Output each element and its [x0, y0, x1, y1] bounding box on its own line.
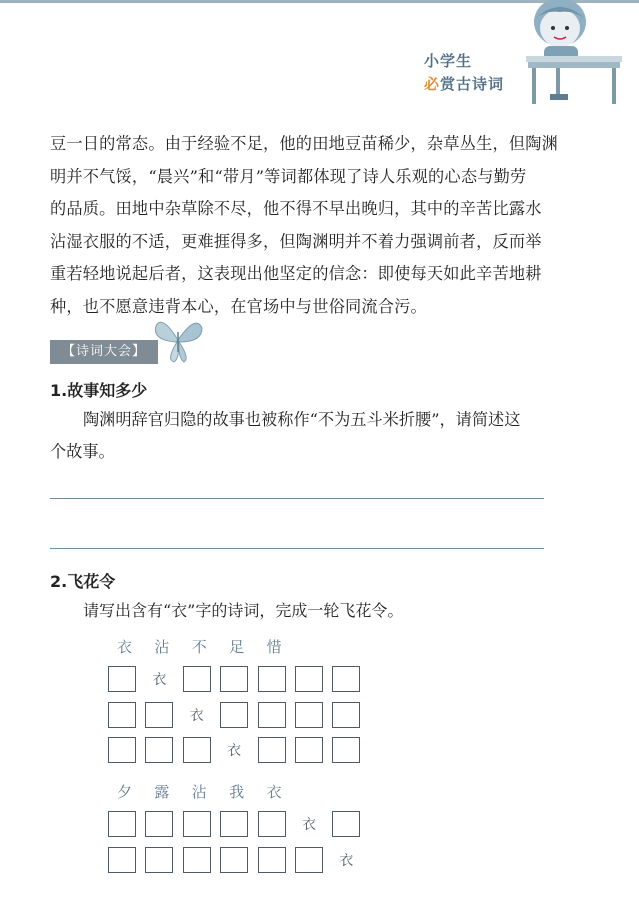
answer-line[interactable]	[50, 498, 544, 499]
given-char-cell: 衣	[227, 743, 242, 759]
answer-box[interactable]	[108, 666, 136, 692]
grid1-row	[108, 702, 360, 728]
question1-line-cont: 个故事。	[50, 442, 115, 461]
question1-text	[50, 404, 560, 468]
seed-char: 沾	[154, 638, 170, 656]
answer-box[interactable]	[145, 847, 173, 873]
seed-char: 沾	[191, 783, 207, 801]
answer-box[interactable]	[295, 666, 323, 692]
given-char-cell: 衣	[301, 817, 316, 833]
answer-box[interactable]	[145, 702, 173, 728]
answer-box[interactable]	[220, 666, 248, 692]
seed-char: 我	[229, 783, 245, 801]
question1-line: 陶渊明辞官归隐的故事也被称作“不为五斗米折腰”，请简述这	[83, 410, 521, 429]
seed-char: 惜	[266, 638, 282, 656]
paragraph-line: 豆一日的常态。由于经验不足，他的田地豆苗稀少，杂草丛生，但陶渊	[50, 134, 559, 153]
answer-box[interactable]	[145, 811, 173, 837]
question1-heading: 1.故事知多少	[50, 381, 148, 400]
grid1-row	[108, 737, 360, 763]
seed-char: 衣	[266, 783, 282, 801]
answer-box[interactable]	[332, 811, 360, 837]
answer-box[interactable]	[108, 702, 136, 728]
section-badge: 【诗词大会】	[50, 340, 158, 364]
paragraph-line: 重若轻地说起后者，这表现出他坚定的信念：即使每天如此辛苦地耕	[50, 264, 542, 283]
butterfly-icon	[152, 312, 204, 364]
answer-box[interactable]	[332, 702, 360, 728]
answer-box[interactable]	[295, 737, 323, 763]
series-title-accent: 必	[424, 75, 441, 93]
answer-box[interactable]	[108, 811, 136, 837]
student-mascot-icon	[520, 0, 630, 108]
answer-box[interactable]	[220, 702, 248, 728]
answer-box[interactable]	[108, 847, 136, 873]
answer-box[interactable]	[258, 847, 286, 873]
series-title-line1: 小学生	[424, 52, 473, 70]
seed-char: 露	[154, 783, 170, 801]
grid2-row	[108, 847, 360, 873]
book-series-title	[424, 50, 534, 94]
answer-box[interactable]	[108, 737, 136, 763]
answer-box[interactable]	[183, 666, 211, 692]
paragraph-line: 的品质。田地中杂草除不尽，他不得不早出晚归，其中的辛苦比露水	[50, 199, 542, 218]
grid2-row	[108, 811, 360, 837]
answer-box[interactable]	[295, 702, 323, 728]
paragraph-line: 种，也不愿意违背本心，在官场中与世俗同流合污。	[50, 296, 427, 316]
given-char-cell: 衣	[189, 707, 204, 724]
series-title-rest: 赏古诗词	[440, 75, 505, 93]
paragraph-line: 明并不气馁，“晨兴”和“带月”等词都体现了诗人乐观的心态与勤劳	[50, 166, 527, 186]
answer-box[interactable]	[332, 666, 360, 692]
grid1-row	[108, 666, 360, 692]
seed-char: 夕	[117, 783, 133, 801]
answer-box[interactable]	[220, 847, 248, 873]
body-paragraph	[50, 128, 560, 323]
answer-box[interactable]	[183, 737, 211, 763]
answer-box[interactable]	[258, 737, 286, 763]
given-char-cell: 衣	[152, 672, 167, 688]
seed-char: 足	[229, 638, 245, 656]
answer-box[interactable]	[183, 847, 211, 873]
answer-box[interactable]	[258, 702, 286, 728]
paragraph-line: 沾湿衣服的不适，更难捱得多，但陶渊明并不着力强调前者，反而举	[50, 231, 542, 251]
series-title-line2	[424, 73, 534, 94]
seed-line-2	[108, 781, 295, 802]
answer-box[interactable]	[258, 666, 286, 692]
given-char-cell: 衣	[339, 852, 354, 869]
question2-text: 请写出含有“衣”字的诗词，完成一轮飞花令。	[83, 601, 404, 620]
question2-heading: 2.飞花令	[50, 572, 116, 591]
answer-box[interactable]	[220, 811, 248, 837]
answer-line[interactable]	[50, 548, 544, 549]
seed-char: 衣	[117, 638, 133, 656]
answer-box[interactable]	[295, 847, 323, 873]
answer-box[interactable]	[258, 811, 286, 837]
answer-box[interactable]	[183, 811, 211, 837]
seed-char: 不	[191, 638, 207, 656]
seed-line-1	[108, 636, 295, 657]
answer-box[interactable]	[145, 737, 173, 763]
answer-box[interactable]	[332, 737, 360, 763]
